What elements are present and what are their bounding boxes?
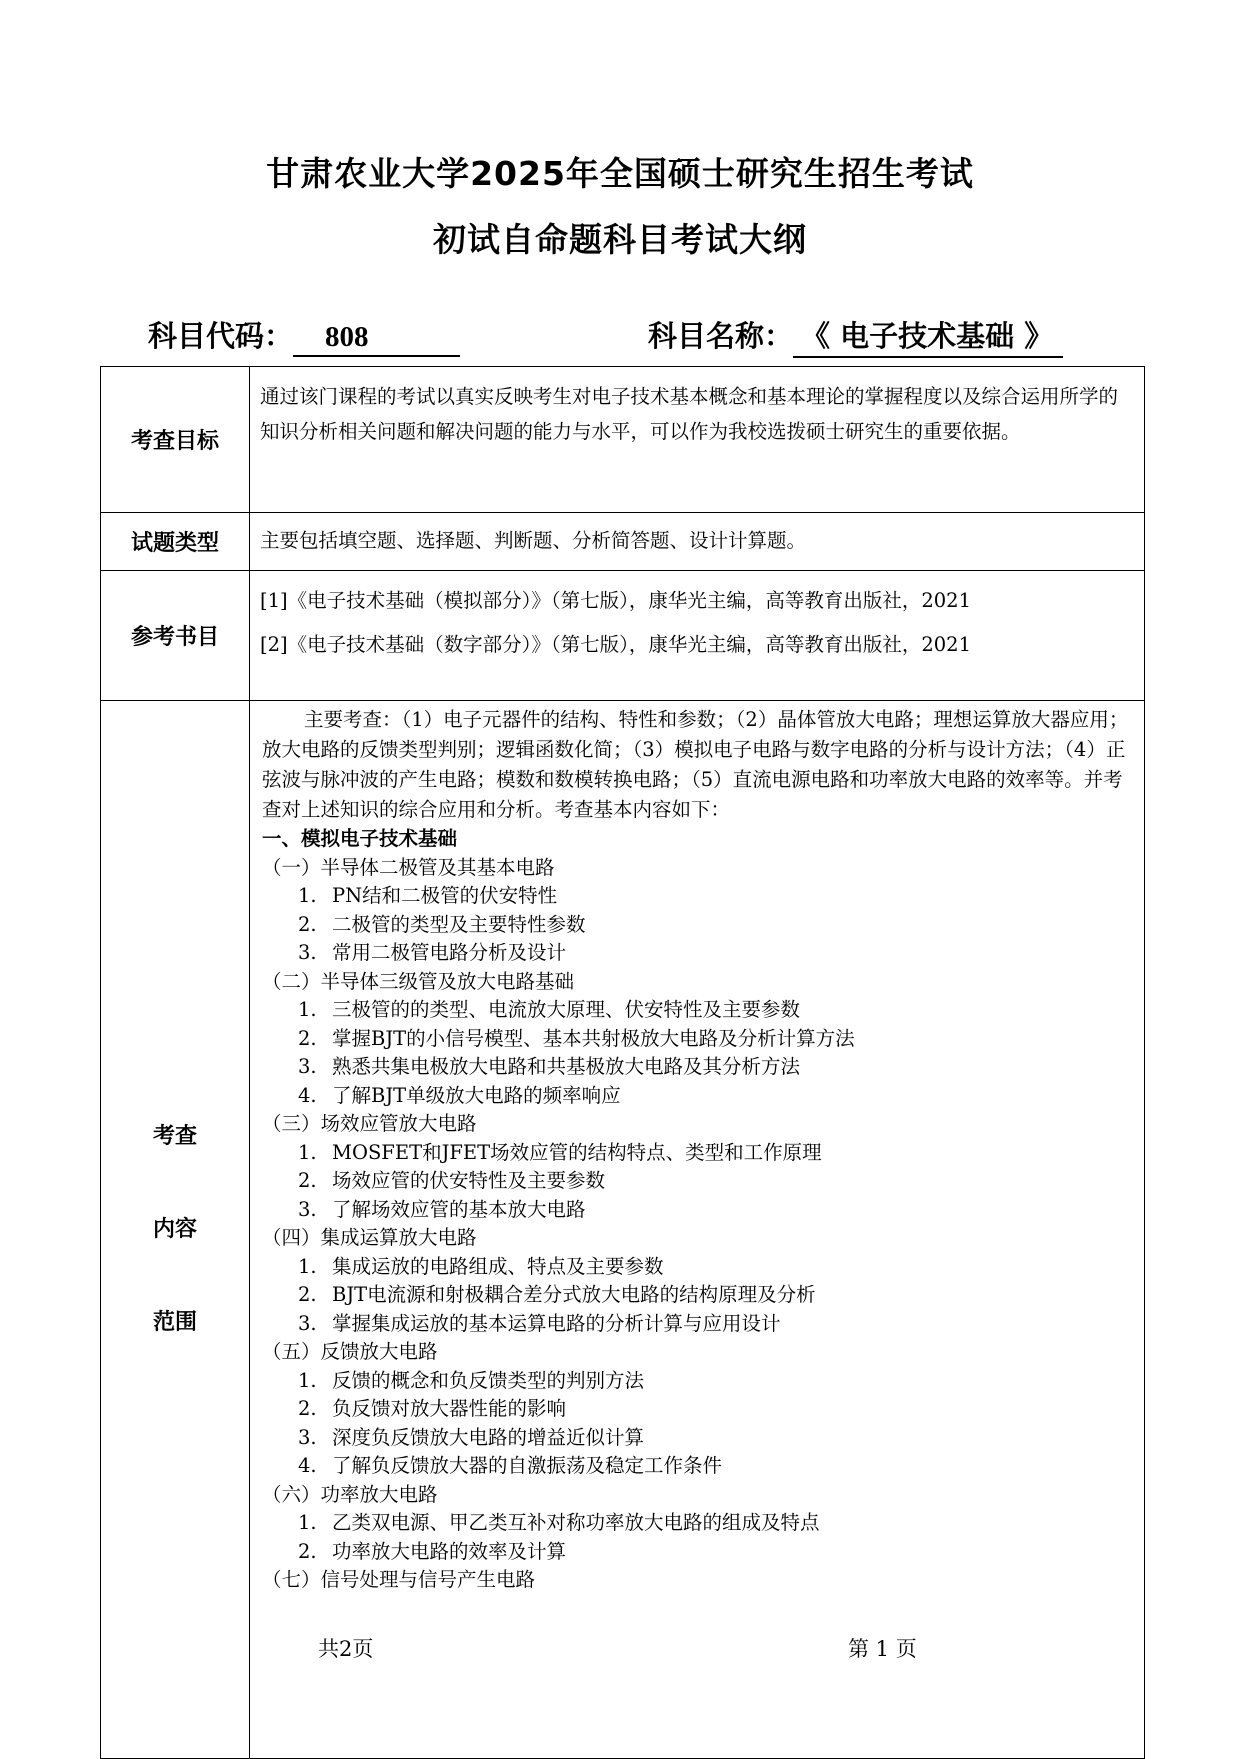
list-item-text: MOSFET和JFET场效应管的结构特点、类型和工作原理 bbox=[332, 1140, 822, 1164]
list-item bbox=[262, 1509, 1134, 1538]
row-label-content bbox=[101, 701, 250, 1759]
total-pages: 共2页 bbox=[318, 1637, 374, 1661]
row-label-goal: 考查目标 bbox=[101, 367, 250, 513]
row-exam-content bbox=[101, 701, 1145, 1759]
list-item bbox=[262, 1139, 1134, 1168]
list-item-text: 二极管的类型及主要特性参数 bbox=[332, 912, 586, 936]
list-item-number: 2. bbox=[298, 1539, 317, 1563]
list-item-number: 4. bbox=[298, 1454, 317, 1477]
list-item-number: 3. bbox=[298, 1311, 317, 1335]
content-label-part: 范围 bbox=[152, 1309, 197, 1335]
list-item-text: 场效应管的伏安特性及主要参数 bbox=[332, 1169, 606, 1192]
list-item-text: 功率放大电路的效率及计算 bbox=[332, 1539, 567, 1563]
list-item-text: 了解负反馈放大器的自激振荡及稳定工作条件 bbox=[332, 1454, 723, 1477]
list-item-number: 3. bbox=[298, 941, 317, 964]
section-title: （五）反馈放大电路 bbox=[262, 1340, 438, 1363]
list-item-text: 乙类双电源、甲乙类互补对称功率放大电路的组成及特点 bbox=[332, 1511, 820, 1534]
subject-name-value: 《 电子技术基础 》 bbox=[793, 314, 1063, 358]
list-item-number: 2. bbox=[298, 912, 317, 936]
list-item bbox=[262, 1253, 1134, 1282]
list-item bbox=[262, 1538, 1134, 1567]
list-item-text: 了解BJT单级放大电路的频率响应 bbox=[332, 1083, 621, 1107]
list-item-number: 4. bbox=[298, 1083, 317, 1107]
subject-code-value: 808 bbox=[293, 321, 460, 357]
section-title: （二）半导体三级管及放大电路基础 bbox=[262, 969, 575, 993]
list-item-text: 深度负反馈放大电路的增益近似计算 bbox=[332, 1425, 645, 1449]
list-item bbox=[262, 1196, 1134, 1225]
list-item-number: 2. bbox=[298, 1397, 317, 1420]
document-subtitle: 初试自命题科目考试大纲 bbox=[433, 220, 807, 259]
list-item-text: 常用二极管电路分析及设计 bbox=[332, 941, 567, 964]
list-item bbox=[262, 1053, 1134, 1082]
content-intro: 主要考查：（1）电子元器件的结构、特性和参数；（2）晶体管放大电路；理想运算放大器应用；放大电路的反馈类型判别；逻辑函数化简；（3）模拟电子电路与数字电路的分析与设计方法；（4）正弦波与脉冲波的产生电路；模数和数模转换电路；（5）直流电源电路和功率放大电路的效率等。并考查对上述知识的综合应用和分析。考查基本内容如下： bbox=[262, 708, 1129, 821]
list-item-number: 1. bbox=[298, 1511, 317, 1534]
list-item bbox=[262, 882, 1134, 911]
list-item-number: 1. bbox=[298, 1140, 317, 1164]
section-title: （六）功率放大电路 bbox=[262, 1482, 438, 1506]
row-question-types bbox=[101, 513, 1145, 571]
list-item-number: 3. bbox=[298, 1055, 317, 1078]
list-item-text: 熟悉共集电极放大电路和共基极放大电路及其分析方法 bbox=[332, 1055, 801, 1078]
row-label-ref: 参考书目 bbox=[101, 571, 250, 701]
list-item-text: 掌握集成运放的基本运算电路的分析计算与应用设计 bbox=[332, 1311, 781, 1335]
list-item-text: 掌握BJT的小信号模型、基本共射极放大电路及分析计算方法 bbox=[332, 1026, 855, 1050]
list-item-number: 3. bbox=[298, 1197, 317, 1221]
list-item bbox=[262, 911, 1134, 940]
list-item bbox=[262, 1082, 1134, 1111]
subject-name-label: 科目名称： bbox=[648, 319, 794, 353]
reference-list bbox=[250, 571, 1144, 677]
question-types-text: 主要包括填空题、选择题、判断题、分析简答题、设计计算题。 bbox=[260, 529, 807, 552]
list-item bbox=[262, 1167, 1134, 1196]
exam-content-body bbox=[250, 701, 1144, 1595]
reference-book: [1]《电子技术基础（模拟部分）》（第七版），康华光主编，高等教育出版社，2021 bbox=[260, 589, 971, 612]
list-item bbox=[262, 1395, 1134, 1424]
list-item-number: 3. bbox=[298, 1425, 317, 1449]
section-title: （三）场效应管放大电路 bbox=[262, 1112, 477, 1135]
list-item-number: 2. bbox=[298, 1283, 317, 1306]
list-item bbox=[262, 1281, 1134, 1310]
row-label-type: 试题类型 bbox=[101, 513, 250, 571]
syllabus-table bbox=[100, 366, 1145, 1759]
list-item-text: 三极管的的类型、电流放大原理、伏安特性及主要参数 bbox=[332, 998, 801, 1021]
document-title: 甘肃农业大学2025年全国硕士研究生招生考试 bbox=[266, 154, 974, 193]
list-item-text: 反馈的概念和负反馈类型的判别方法 bbox=[332, 1368, 645, 1392]
list-item-text: 了解场效应管的基本放大电路 bbox=[332, 1197, 586, 1221]
content-label-part: 考查 bbox=[152, 1123, 197, 1149]
list-item bbox=[262, 1424, 1134, 1453]
list-item-text: BJT电流源和射极耦合差分式放大电路的结构原理及分析 bbox=[332, 1283, 816, 1306]
list-item bbox=[262, 996, 1134, 1025]
page-number: 第 1 页 bbox=[848, 1637, 917, 1661]
subject-code-label: 科目代码： bbox=[148, 319, 294, 353]
list-item bbox=[262, 1310, 1134, 1339]
section-title: （七）信号处理与信号产生电路 bbox=[262, 1568, 536, 1591]
list-item-number: 2. bbox=[298, 1026, 317, 1050]
list-item-text: PN结和二极管的伏安特性 bbox=[332, 884, 558, 907]
list-item bbox=[262, 1452, 1134, 1481]
list-item bbox=[262, 939, 1134, 968]
list-item bbox=[262, 1025, 1134, 1054]
list-item-number: 1. bbox=[298, 884, 317, 907]
list-item-number: 1. bbox=[298, 1254, 317, 1278]
content-label-part: 内容 bbox=[152, 1216, 197, 1242]
list-item-text: 负反馈对放大器性能的影响 bbox=[332, 1397, 567, 1420]
reference-book: [2]《电子技术基础（数字部分）》（第七版），康华光主编，高等教育出版社，2021 bbox=[260, 633, 971, 656]
part-heading: 一、模拟电子技术基础 bbox=[262, 827, 458, 850]
list-item-text: 集成运放的电路组成、特点及主要参数 bbox=[332, 1254, 664, 1278]
list-item-number: 1. bbox=[298, 998, 317, 1021]
row-reference-books bbox=[101, 571, 1145, 701]
exam-goal-text: 通过该门课程的考试以真实反映考生对电子技术基本概念和基本理论的掌握程度以及综合运用所学的知识分析相关问题和解决问题的能力与水平，可以作为我校选拨硕士研究生的重要依据。 bbox=[260, 385, 1119, 443]
subject-code bbox=[148, 314, 460, 357]
list-item-number: 2. bbox=[298, 1169, 317, 1192]
row-exam-goal bbox=[101, 367, 1145, 513]
list-item bbox=[262, 1367, 1134, 1396]
subject-name bbox=[648, 314, 1063, 358]
section-list bbox=[262, 854, 1134, 1595]
list-item-number: 1. bbox=[298, 1368, 317, 1392]
section-title: （一）半导体二极管及其基本电路 bbox=[262, 855, 555, 879]
section-title: （四）集成运算放大电路 bbox=[262, 1226, 477, 1249]
